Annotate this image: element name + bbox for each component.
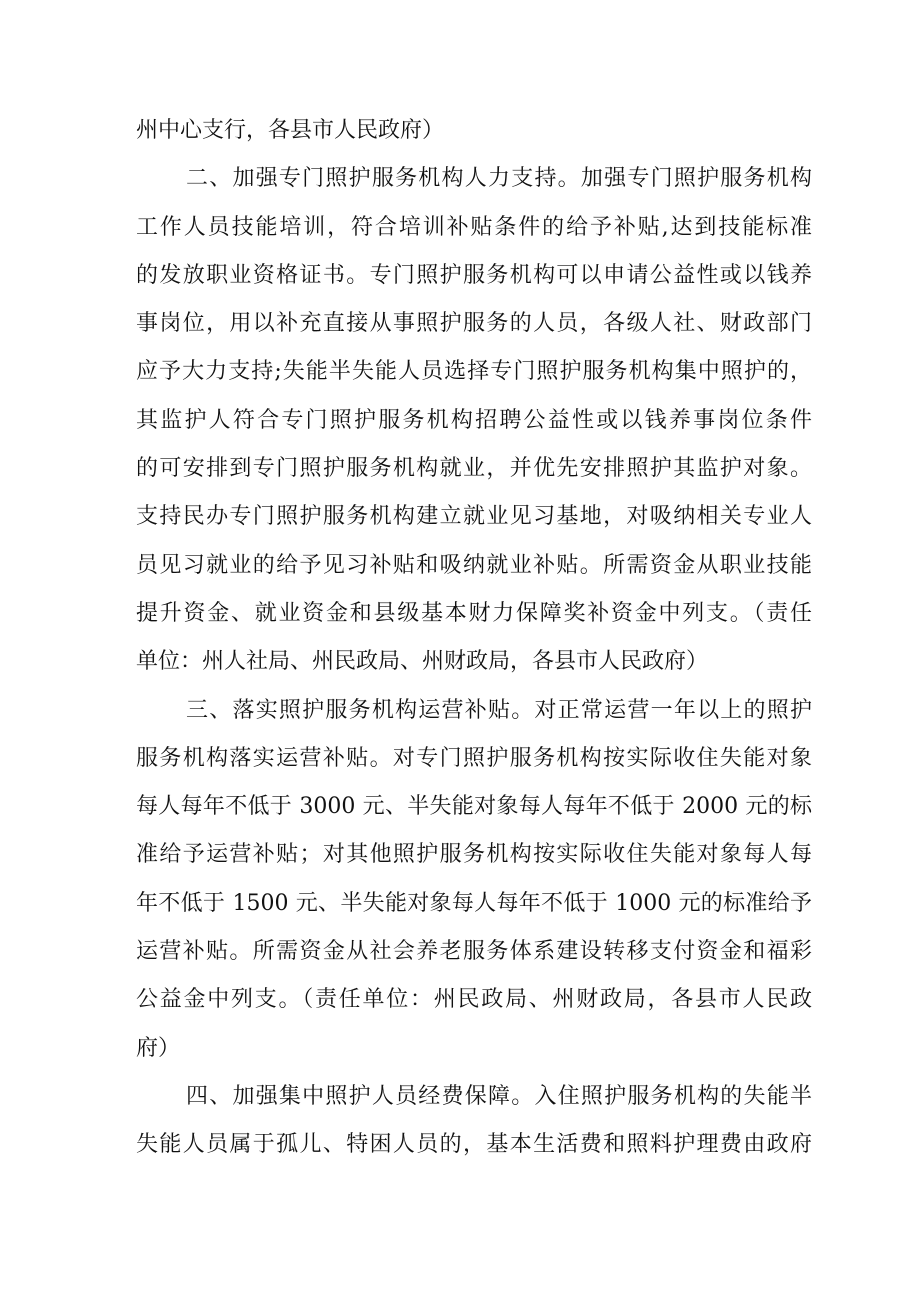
text-line: 工作人员技能培训，符合培训补贴条件的给予补贴,达到技能标准 [136, 214, 812, 240]
text-line: 运营补贴。所需资金从社会养老服务体系建设转移支付资金和福彩 [136, 939, 812, 965]
section-heading-line: 二、加强专门照护服务机构人力支持。加强专门照护服务机构 [186, 166, 812, 192]
text-line: 年不低于 1500 元、半失能对象每人每年不低于 1000 元的标准给予 [136, 890, 812, 916]
text-line: 准给予运营补贴；对其他照护服务机构按实际收住失能对象每人每 [136, 842, 812, 868]
text-line: 服务机构落实运营补贴。对专门照护服务机构按实际收住失能对象 [136, 745, 812, 771]
text-line: 州中心支行，各县市人民政府） [136, 118, 445, 143]
text-line: 的发放职业资格证书。专门照护服务机构可以申请公益性或以钱养 [136, 262, 812, 288]
document-body [136, 107, 812, 1170]
text-line: 失能人员属于孤儿、特困人员的，基本生活费和照料护理费由政府 [136, 1132, 812, 1158]
section-heading-line: 三、落实照护服务机构运营补贴。对正常运营一年以上的照护 [186, 697, 812, 723]
text-line: 支持民办专门照护服务机构建立就业见习基地，对吸纳相关专业人 [136, 504, 812, 530]
text-line: 的可安排到专门照护服务机构就业，并优先安排照护其监护对象。 [136, 456, 812, 482]
text-line: 其监护人符合专门照护服务机构招聘公益性或以钱养事岗位条件 [136, 407, 812, 433]
text-line: 提升资金、就业资金和县级基本财力保障奖补资金中列支。（责任 [136, 600, 812, 626]
text-line: 府） [136, 1035, 181, 1061]
text-line: 员见习就业的给予见习补贴和吸纳就业补贴。所需资金从职业技能 [136, 552, 812, 578]
text-line: 应予大力支持;失能半失能人员选择专门照护服务机构集中照护的， [136, 359, 812, 385]
text-line: 单位：州人社局、州民政局、州财政局，各县市人民政府） [136, 649, 709, 675]
text-line: 公益金中列支。（责任单位：州民政局、州财政局，各县市人民政 [136, 987, 812, 1013]
text-line: 每人每年不低于 3000 元、半失能对象每人每年不低于 2000 元的标 [136, 794, 812, 820]
text-line: 事岗位，用以补充直接从事照护服务的人员，各级人社、财政部门 [136, 311, 812, 337]
section-heading-line: 四、加强集中照护人员经费保障。入住照护服务机构的失能半 [186, 1083, 812, 1109]
